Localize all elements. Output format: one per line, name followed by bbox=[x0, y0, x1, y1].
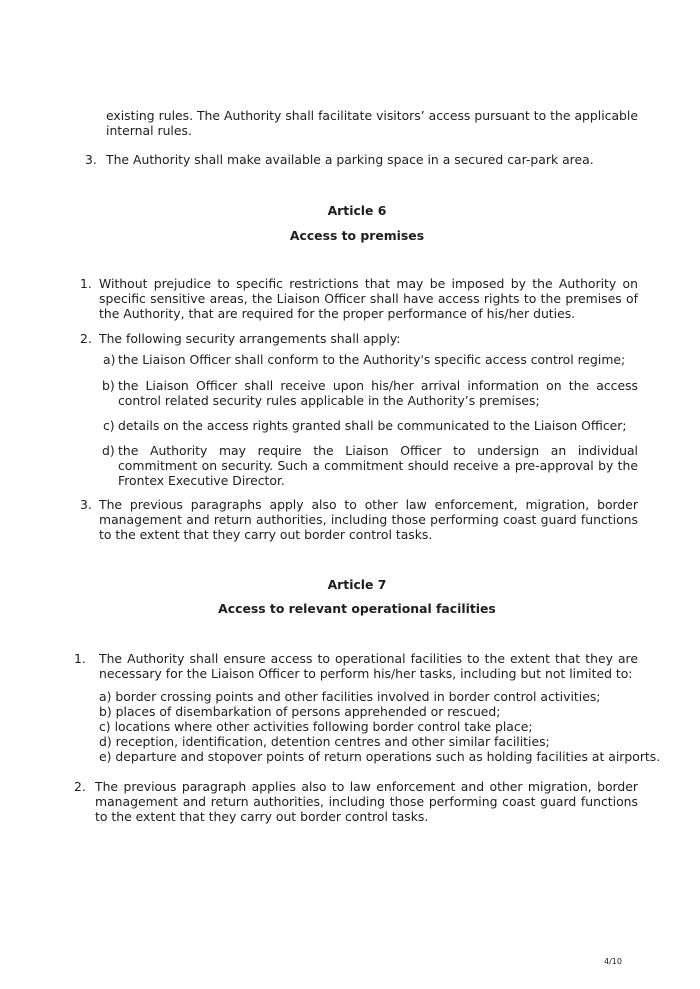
article-7-facility-list bbox=[99, 689, 661, 764]
article-6-title: Article 6 bbox=[327, 203, 387, 218]
list-item: e) departure and stopover points of return operations such as holding facilities at airports. bbox=[99, 749, 661, 764]
sub-item-label: d) bbox=[102, 443, 115, 458]
article-6-paragraph-2: The following security arrangements shall apply: bbox=[99, 331, 401, 346]
article-6-sub-item-b: the Liaison Officer shall receive upon his/her arrival information on the access control related security rules applicable in the Authority’s premises; bbox=[118, 378, 638, 408]
list-item: a) border crossing points and other facilities involved in border control activities; bbox=[99, 689, 601, 704]
article-6-sub-item-d: the Authority may require the Liaison Officer to undersign an individual commitment on security. Such a commitment should receive a pre-approval by the Frontex Executive Director. bbox=[118, 443, 638, 488]
parking-paragraph: The Authority shall make available a parking space in a secured car-park area. bbox=[106, 152, 594, 167]
article-7-paragraph-1: The Authority shall ensure access to operational facilities to the extent that they are necessary for the Liaison Officer to perform his/her tasks, including but not limited to: bbox=[99, 651, 638, 681]
article-6-subtitle: Access to premises bbox=[289, 228, 425, 243]
item-number: 2. bbox=[74, 779, 86, 794]
sub-item-label: c) bbox=[103, 418, 115, 433]
item-number: 1. bbox=[74, 651, 86, 666]
item-number: 2. bbox=[80, 331, 92, 346]
page-number: 4/10 bbox=[604, 957, 622, 966]
item-number: 3. bbox=[80, 497, 92, 512]
article-6-sub-item-a: the Liaison Officer shall conform to the Authority's specific access control regime; bbox=[118, 352, 626, 367]
continuation-paragraph: existing rules. The Authority shall facilitate visitors’ access pursuant to the applicable internal rules. bbox=[106, 108, 638, 138]
list-item: c) locations where other activities following border control take place; bbox=[99, 719, 533, 734]
article-6-paragraph-1: Without prejudice to specific restrictions that may be imposed by the Authority on specific sensitive areas, the Liaison Officer shall have access rights to the premises of the Authority, that are required for the proper performance of his/her duties. bbox=[99, 276, 638, 321]
article-7-paragraph-2: The previous paragraph applies also to law enforcement and other migration, border management and return authorities, including those performing coast guard functions to the extent that they carry out border control tasks. bbox=[95, 779, 638, 824]
list-item: b) places of disembarkation of persons apprehended or rescued; bbox=[99, 704, 501, 719]
item-number: 3. bbox=[85, 152, 97, 167]
item-number: 1. bbox=[80, 276, 92, 291]
article-7-title: Article 7 bbox=[327, 577, 387, 592]
sub-item-label: b) bbox=[102, 378, 115, 393]
article-6-paragraph-3: The previous paragraphs apply also to other law enforcement, migration, border management and return authorities, including those performing coast guard functions to the extent that they carry out border control tasks. bbox=[99, 497, 638, 542]
sub-item-label: a) bbox=[103, 352, 116, 367]
article-7-subtitle: Access to relevant operational facilities bbox=[218, 601, 496, 616]
list-item: d) reception, identification, detention centres and other similar facilities; bbox=[99, 734, 550, 749]
article-6-sub-item-c: details on the access rights granted shall be communicated to the Liaison Officer; bbox=[118, 418, 627, 433]
